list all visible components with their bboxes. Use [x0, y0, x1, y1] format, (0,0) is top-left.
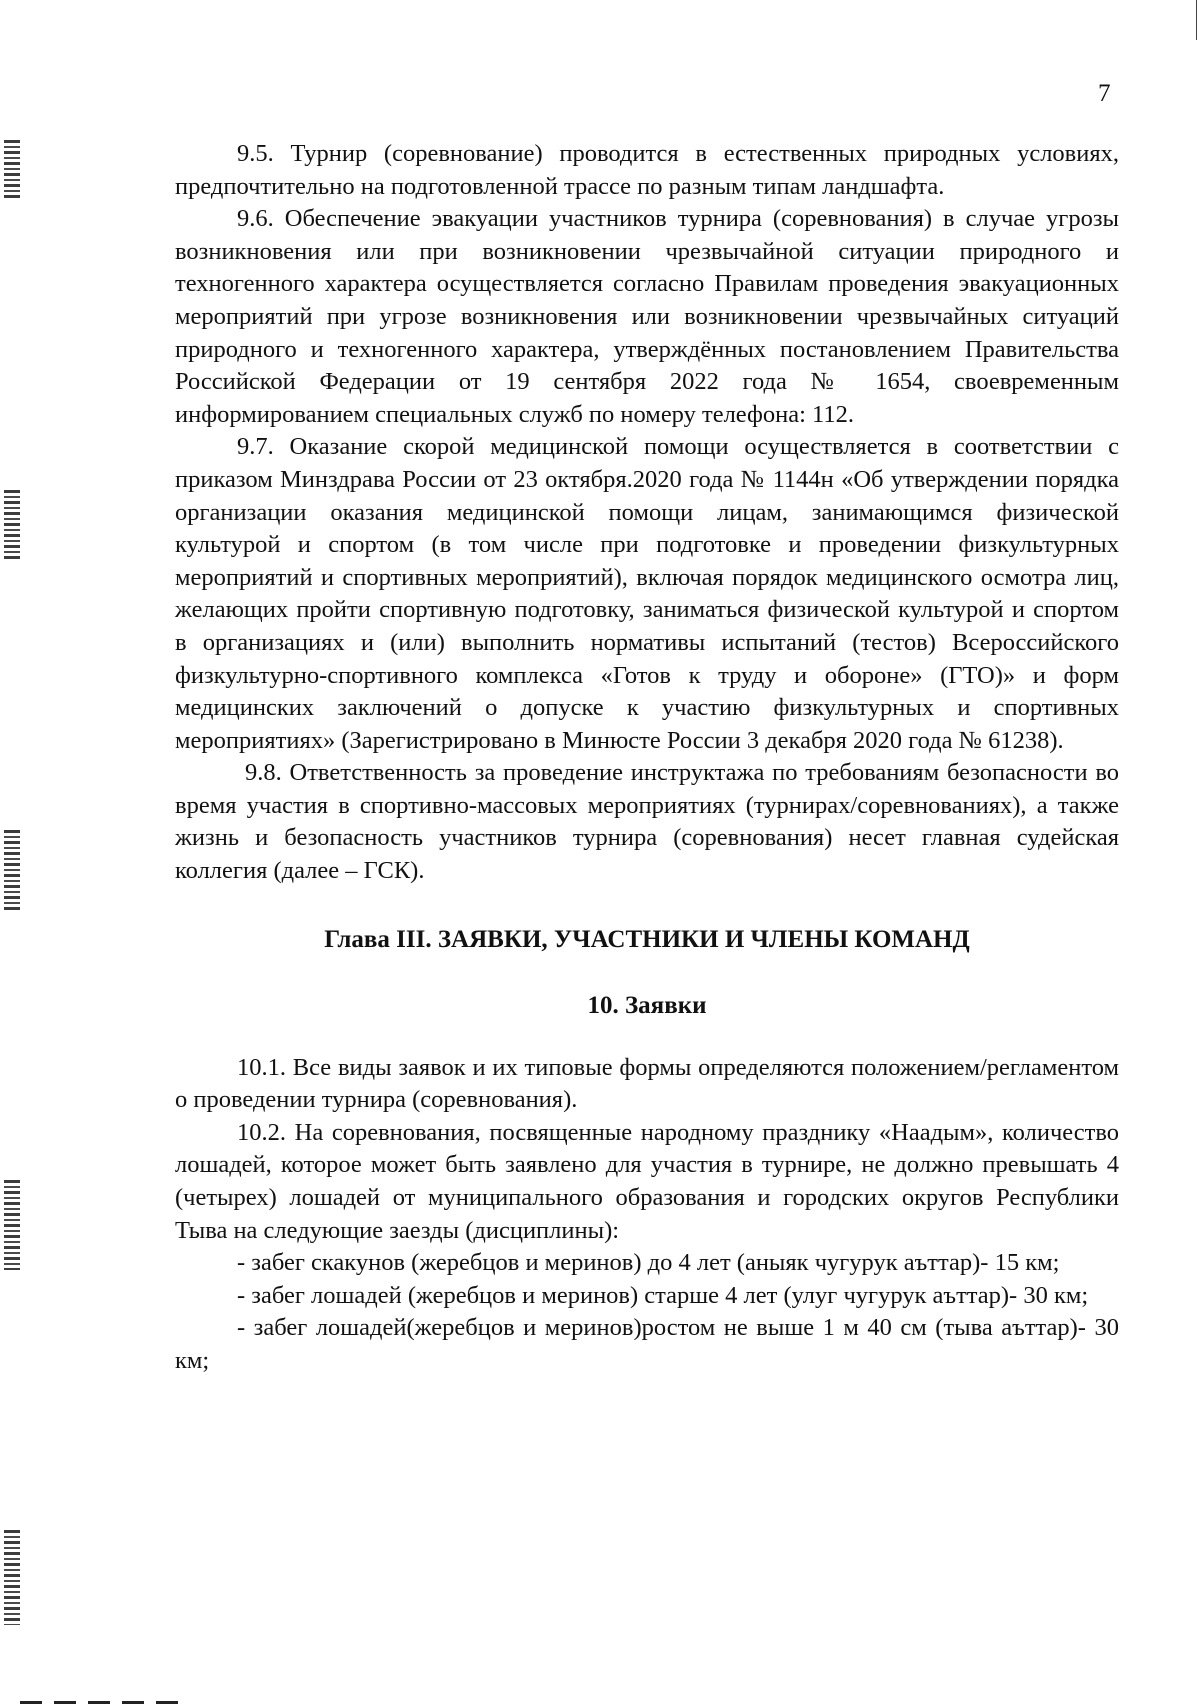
document-body: [175, 138, 1119, 1378]
paragraph-9-8: 9.8. Ответственность за проведение инструктажа по требованиям безопасности во время участия в спортивно-массовых мероприятиях (турнирах/соревнованиях), а также жизнь и безопасность участников турнира (соревнования) несет главная судейская коллегия (далее – ГСК).: [175, 759, 1119, 885]
scan-artifact: [4, 830, 20, 912]
paragraph-9-5: 9.5. Турнир (соревнование) проводится в естественных природных условиях, предпочтительно на подготовленной трассе по разным типам ландшафта.: [175, 140, 1119, 200]
scan-artifact: [4, 140, 20, 198]
section-heading: 10. Заявки: [587, 991, 707, 1019]
list-item: - забег лошадей (жеребцов и меринов) старше 4 лет (улуг чугурук аъттар)- 30 км;: [237, 1281, 1089, 1309]
scan-bottom-dash: [20, 1701, 190, 1704]
paragraph-9-7: 9.7. Оказание скорой медицинской помощи осуществляется в соответствии с приказом Минздрава России от 23 октября.2020 года № 1144н «Об утверждении порядка организации оказания медицинской помощи лицам, занимающимся физической культурой и спортом (в том числе при подготовке и проведении физкультурных мероприятий и спортивных мероприятий), включая порядок медицинского осмотра лиц, желающих пройти спортивную подготовку, заниматься физической культурой и спортом в организациях и (или) выполнить нормативы испытаний (тестов) Всероссийского физкультурно-спортивного комплекса «Готов к труду и обороне» (ГТО)» и форм медицинских заключений о допуске к участию физкультурных и спортивных мероприятиях» (Зарегистрировано в Минюсте России 3 декабря 2020 года № 61238).: [175, 433, 1119, 754]
page-number: 7: [1098, 80, 1111, 107]
list-item: - забег скакунов (жеребцов и меринов) до 4 лет (аныяк чугурук аъттар)- 15 км;: [237, 1249, 1060, 1277]
list-item: - забег лошадей(жеребцов и меринов)ростом не выше 1 м 40 см (тыва аъттар)- 30 км;: [175, 1314, 1119, 1374]
paragraph-9-6: 9.6. Обеспечение эвакуации участников турнира (соревнования) в случае угрозы возникновения или при возникновении чрезвычайной ситуации природного и техногенного характера осуществляется согласно Правилам проведения эвакуационных мероприятий при угрозе возникновения или возникновении чрезвычайных ситуаций природного и техногенного характера, утверждённых постановлением Правительства Российской Федерации от 19 сентября 2022 года № 1654, своевременным информированием специальных служб по номеру телефона: 112.: [175, 205, 1119, 428]
paragraph-10-2: 10.2. На соревнования, посвященные народному празднику «Наадым», количество лошадей, которое может быть заявлено для участия в турнире, не должно превышать 4 (четырех) лошадей от муниципального образования и городских округов Республики Тыва на следующие заезды (дисциплины):: [175, 1118, 1119, 1244]
chapter-heading: Глава III. ЗАЯВКИ, УЧАСТНИКИ И ЧЛЕНЫ КОМАНД: [324, 925, 970, 953]
scan-artifact: [4, 1530, 20, 1625]
scan-artifact: [4, 1180, 20, 1270]
scan-artifact: [4, 490, 20, 560]
scan-edge-line: [1196, 0, 1197, 40]
paragraph-10-1: 10.1. Все виды заявок и их типовые формы определяются положением/регламентом о проведении турнира (соревнования).: [175, 1053, 1119, 1114]
